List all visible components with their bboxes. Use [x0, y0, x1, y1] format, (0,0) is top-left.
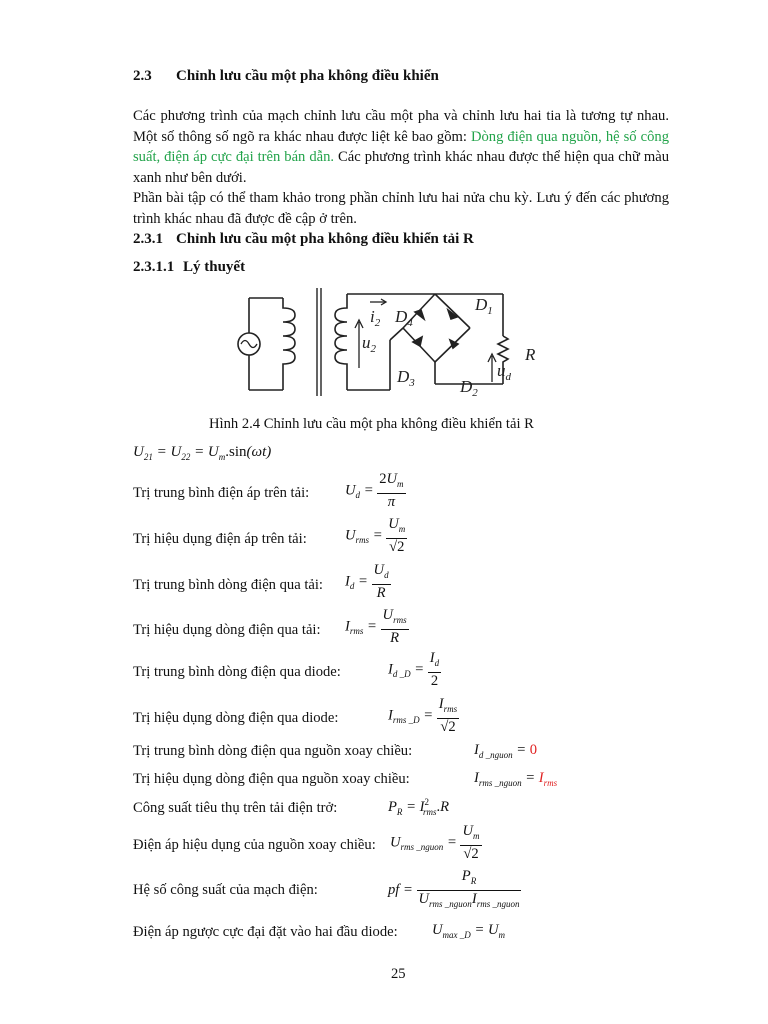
- formula-umax-diode: $U_{max \_D} = U_m$: [432, 922, 505, 940]
- formula-irms-source: $I_{rms \_nguon} = I_{rms}$: [474, 770, 558, 788]
- label-d4: $D_4$: [395, 307, 413, 329]
- subsubsection-number: 2.3.1.1: [133, 259, 175, 275]
- label-u2: $u_2$: [362, 333, 376, 355]
- label-i2: $i_2$: [370, 307, 381, 329]
- figure-caption: Hình 2.4 Chỉnh lưu cầu một pha không điều khiển tải R: [209, 416, 534, 432]
- label-rms-current-source: Trị hiệu dụng dòng điện qua nguồn xoay chiều:: [133, 771, 410, 787]
- label-peak-reverse-voltage: Điện áp ngược cực đại đặt vào hai đầu diode:: [133, 924, 398, 940]
- formula-irms: $I_{rms}$ = $\frac{U_{rms}}{R}$: [345, 607, 407, 646]
- intro-text: Các phương trình của mạch chỉnh lưu cầu một pha và chỉnh lưu hai tia là tương tự nhau. Một số thông số ngõ ra khác nhau được liệt kê bao gồm:: [133, 108, 669, 145]
- label-avg-current-load: Trị trung bình dòng điện qua tải:: [133, 577, 323, 593]
- exercise-paragraph: Phần bài tập có thể tham khảo trong phần chỉnh lưu hai nửa chu kỳ. Lưu ý đến các phương trình khác nhau đã được đề cập ở trên.: [133, 190, 669, 227]
- intro-text-2: Các phương trình khác nhau được thể hiện qua chữ màu xanh như bên dưới.: [133, 149, 669, 186]
- subsection-title: Chỉnh lưu cầu một pha không điều khiển tải R: [176, 231, 474, 247]
- section-number: 2.3: [133, 68, 152, 84]
- formula-irms-diode: $I_{rms \_D}$ = $\frac{I_{rms}}{√2}$: [388, 696, 458, 735]
- section-title: Chỉnh lưu cầu một pha không điều khiển: [176, 68, 439, 84]
- formula-pf: pf = $\frac{P_R}{U_{rms \_nguon}I_{rms \_nguon}}$: [388, 868, 520, 909]
- page-number: 25: [391, 966, 406, 982]
- subsection-number: 2.3.1: [133, 231, 163, 247]
- intro-highlight: Dòng điện qua nguồn, hệ số công suất, điện áp cực đại trên bán dẫn.: [133, 128, 669, 165]
- label-avg-voltage-load: Trị trung bình điện áp trên tải:: [133, 485, 310, 501]
- label-avg-current-diode: Trị trung bình dòng điện qua diode:: [133, 664, 341, 680]
- formula-ud: $U_d$ = $\frac{2U_m}{\pi}$: [345, 471, 404, 510]
- label-rms-current-load: Trị hiệu dụng dòng điện qua tải:: [133, 622, 321, 638]
- label-rms-voltage-source: Điện áp hiệu dụng của nguồn xoay chiều:: [133, 837, 376, 853]
- subsubsection-title: Lý thuyết: [183, 259, 246, 275]
- formula-id-source: $I_{d \_nguon} = 0$: [474, 742, 538, 760]
- label-d1: $D_1$: [475, 295, 493, 317]
- bridge-rectifier-circuit: [225, 284, 565, 402]
- formula-id-diode: $I_{d \_D}$ = $\frac{I_d}{2}$: [388, 650, 440, 689]
- label-power-load: Công suất tiêu thụ trên tải điện trở:: [133, 800, 338, 816]
- primary-winding-icon: [283, 298, 295, 390]
- formula-pr: $P_R = I^2_{rms}.R$: [388, 797, 450, 817]
- intro-paragraph: [133, 106, 669, 188]
- formula-id: $I_d$ = $\frac{U_d}{R}$: [345, 562, 389, 601]
- label-ud: $u_d$: [497, 361, 511, 383]
- formula-u21-u22: $U_{21} = U_{22} = U_m.\sin(\omega t)$: [133, 444, 272, 462]
- secondary-winding-icon: [335, 294, 347, 390]
- label-rms-voltage-load: Trị hiệu dụng điện áp trên tải:: [133, 531, 307, 547]
- label-d3: $D_3$: [397, 367, 415, 389]
- label-power-factor: Hệ số công suất của mạch điện:: [133, 882, 318, 898]
- label-avg-current-source: Trị trung bình dòng điện qua nguồn xoay chiều:: [133, 743, 413, 759]
- label-r: R: [525, 345, 536, 364]
- formula-urms: $U_{rms}$ = $\frac{U_m}{√2}$: [345, 516, 406, 555]
- formula-urms-source: $U_{rms \_nguon}$ = $\frac{U_m}{√2}$: [390, 823, 480, 862]
- label-rms-current-diode: Trị hiệu dụng dòng điện qua diode:: [133, 710, 339, 726]
- label-d2: $D_2$: [460, 377, 478, 399]
- diode-d3-icon: [413, 337, 422, 346]
